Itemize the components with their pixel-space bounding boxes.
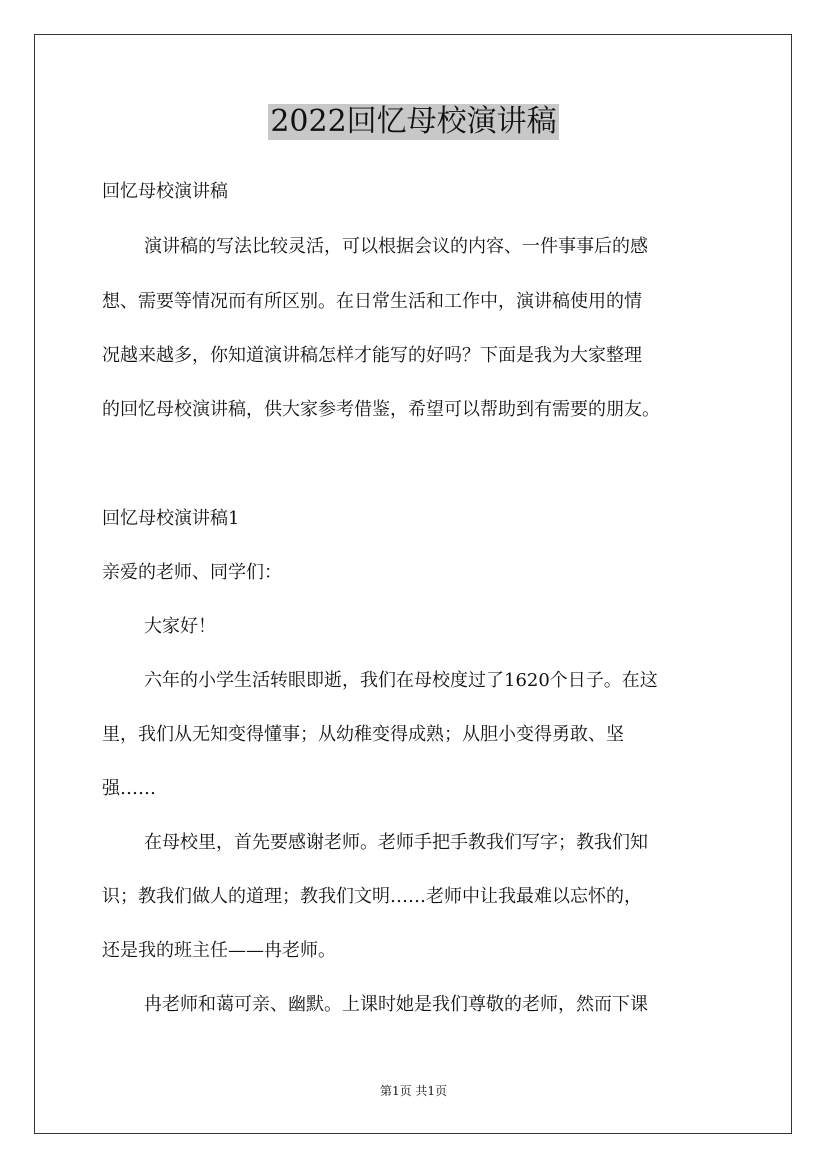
paragraph-line: 六年的小学生活转眼即逝，我们在母校度过了1620个日子。在这	[144, 670, 658, 691]
section-heading: 回忆母校演讲稿1	[102, 508, 240, 529]
paragraph-line: 识；教我们做人的道理；教我们文明……老师中让我最难以忘怀的，	[102, 886, 642, 907]
paragraph-line: 冉老师和蔼可亲、幽默。上课时她是我们尊敬的老师，然而下课	[144, 994, 648, 1015]
paragraph-line: 演讲稿的写法比较灵活，可以根据会议的内容、一件事事后的感	[144, 236, 648, 257]
document-title: 2022回忆母校演讲稿	[270, 104, 557, 139]
paragraph-line: 里，我们从无知变得懂事；从幼稚变得成熟；从胆小变得勇敢、坚	[102, 724, 624, 745]
page-footer: 第1页 共1页	[379, 1084, 448, 1098]
paragraph-line: 况越来越多，你知道演讲稿怎样才能写的好吗？下面是我为大家整理	[102, 345, 642, 366]
paragraph-line: 强……	[102, 778, 156, 799]
paragraph-line: 的回忆母校演讲稿，供大家参考借鉴，希望可以帮助到有需要的朋友。	[102, 399, 660, 420]
subtitle-line: 回忆母校演讲稿	[102, 181, 228, 202]
salutation-line: 亲爱的老师、同学们：	[102, 562, 282, 583]
title-container	[0, 104, 827, 140]
greeting-line: 大家好！	[144, 616, 216, 637]
paragraph-line: 在母校里，首先要感谢老师。老师手把手教我们写字；教我们知	[144, 832, 648, 853]
paragraph-line: 想、需要等情况而有所区别。在日常生活和工作中，演讲稿使用的情	[102, 291, 642, 312]
paragraph-line: 还是我的班主任——冉老师。	[102, 940, 336, 961]
